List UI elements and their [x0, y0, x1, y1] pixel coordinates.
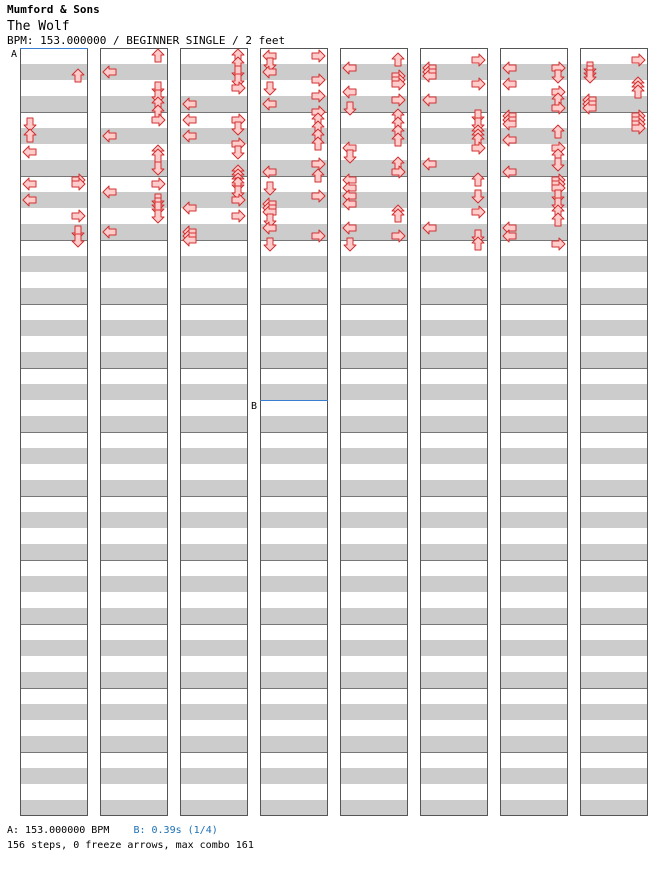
- beat-stripe: [420, 416, 488, 432]
- beat-stripe: [100, 640, 168, 656]
- song-title: The Wolf: [7, 19, 70, 34]
- beat-stripe: [420, 480, 488, 496]
- chart-info: BPM: 153.000000 / BEGINNER SINGLE / 2 feet: [7, 34, 286, 47]
- beat-stripe: [340, 640, 408, 656]
- beat-stripe: [580, 224, 648, 240]
- beat-stripe: [180, 352, 248, 368]
- beat-stripe: [420, 608, 488, 624]
- beat-stripe: [180, 768, 248, 784]
- right-arrow-icon: [72, 210, 85, 222]
- beat-stripe: [260, 480, 328, 496]
- right-arrow-icon: [152, 114, 165, 126]
- beat-stripe: [180, 320, 248, 336]
- chart-stats: 156 steps, 0 freeze arrows, max combo 161: [7, 840, 254, 851]
- beat-stripe: [580, 672, 648, 688]
- beat-stripe: [20, 448, 88, 464]
- beat-stripe: [340, 352, 408, 368]
- beat-stripe: [420, 768, 488, 784]
- beat-stripe: [20, 160, 88, 176]
- beat-stripe: [260, 704, 328, 720]
- beat-stripe: [20, 736, 88, 752]
- beat-stripe: [20, 640, 88, 656]
- beat-stripe: [20, 768, 88, 784]
- beat-stripe: [580, 480, 648, 496]
- beat-stripe: [340, 704, 408, 720]
- beat-stripe: [20, 512, 88, 528]
- beat-stripe: [340, 288, 408, 304]
- beat-stripe: [20, 672, 88, 688]
- beat-stripe: [340, 512, 408, 528]
- beat-stripe: [180, 704, 248, 720]
- beat-stripe: [580, 192, 648, 208]
- beat-stripe: [580, 576, 648, 592]
- beat-stripe: [340, 480, 408, 496]
- beat-stripe: [420, 544, 488, 560]
- beat-stripe: [420, 384, 488, 400]
- beat-stripe: [20, 352, 88, 368]
- beat-stripe: [20, 800, 88, 816]
- chart-column: [580, 49, 648, 817]
- beat-stripe: [180, 672, 248, 688]
- beat-stripe: [20, 608, 88, 624]
- beat-stripe: [100, 512, 168, 528]
- beat-stripe: [580, 608, 648, 624]
- beat-stripe: [260, 384, 328, 400]
- beat-stripe: [180, 416, 248, 432]
- beat-stripe: [580, 416, 648, 432]
- beat-stripe: [100, 768, 168, 784]
- beat-stripe: [340, 256, 408, 272]
- beat-stripe: [100, 384, 168, 400]
- beat-stripe: [340, 608, 408, 624]
- down-arrow-icon: [264, 82, 276, 95]
- beat-stripe: [340, 416, 408, 432]
- beat-stripe: [260, 608, 328, 624]
- chart-column: [100, 49, 168, 817]
- beat-stripe: [580, 640, 648, 656]
- beat-stripe: [340, 320, 408, 336]
- beat-stripe: [340, 448, 408, 464]
- beat-stripe: [100, 416, 168, 432]
- beat-stripe: [500, 416, 568, 432]
- beat-stripe: [500, 576, 568, 592]
- chart-column: [420, 49, 488, 817]
- beat-stripe: [260, 416, 328, 432]
- chart-column: [180, 49, 248, 817]
- beat-stripe: [420, 736, 488, 752]
- beat-stripe: [260, 512, 328, 528]
- beat-stripe: [500, 256, 568, 272]
- beat-stripe: [260, 256, 328, 272]
- left-arrow-icon: [23, 146, 36, 158]
- beat-stripe: [20, 416, 88, 432]
- marker-label: A: [11, 49, 18, 60]
- left-arrow-icon: [23, 178, 36, 190]
- beat-stripe: [500, 640, 568, 656]
- right-arrow-icon: [312, 50, 325, 62]
- beat-stripe: [500, 480, 568, 496]
- up-arrow-icon: [152, 49, 164, 62]
- beat-stripe: [260, 576, 328, 592]
- beat-stripe: [100, 480, 168, 496]
- right-arrow-icon: [232, 210, 245, 222]
- beat-stripe: [20, 384, 88, 400]
- beat-stripe: [580, 384, 648, 400]
- beat-stripe: [420, 256, 488, 272]
- beat-stripe: [580, 288, 648, 304]
- legend: [7, 825, 218, 837]
- beat-stripe: [580, 704, 648, 720]
- beat-stripe: [500, 672, 568, 688]
- beat-stripe: [180, 640, 248, 656]
- marker-label: B: [251, 401, 258, 412]
- beat-stripe: [580, 160, 648, 176]
- beat-stripe: [260, 352, 328, 368]
- beat-stripe: [340, 672, 408, 688]
- beat-stripe: [100, 288, 168, 304]
- beat-stripe: [20, 256, 88, 272]
- beat-stripe: [100, 448, 168, 464]
- beat-stripe: [20, 704, 88, 720]
- beat-stripe: [20, 96, 88, 112]
- beat-stripe: [340, 736, 408, 752]
- beat-stripe: [420, 320, 488, 336]
- chart-column: [340, 49, 408, 817]
- artist-name: Mumford & Sons: [7, 3, 100, 16]
- beat-stripe: [180, 384, 248, 400]
- beat-stripe: [500, 448, 568, 464]
- beat-stripe: [180, 480, 248, 496]
- chart-column: [500, 49, 568, 817]
- beat-stripe: [580, 352, 648, 368]
- beat-stripe: [260, 800, 328, 816]
- beat-stripe: [260, 448, 328, 464]
- beat-stripe: [500, 544, 568, 560]
- beat-stripe: [420, 512, 488, 528]
- beat-stripe: [260, 320, 328, 336]
- stop-legend: B: 0.39s (1/4): [133, 825, 218, 836]
- beat-stripe: [100, 352, 168, 368]
- beat-stripe: [260, 736, 328, 752]
- beat-stripe: [500, 352, 568, 368]
- beat-stripe: [420, 672, 488, 688]
- beat-stripe: [100, 672, 168, 688]
- beat-stripe: [500, 704, 568, 720]
- beat-stripe: [500, 768, 568, 784]
- bpm-legend: A: 153.000000 BPM: [7, 825, 110, 836]
- beat-stripe: [100, 544, 168, 560]
- beat-stripe: [500, 320, 568, 336]
- beat-stripe: [100, 320, 168, 336]
- beat-stripe: [420, 448, 488, 464]
- beat-stripe: [180, 544, 248, 560]
- beat-stripe: [100, 736, 168, 752]
- beat-stripe: [180, 288, 248, 304]
- beat-stripe: [580, 544, 648, 560]
- beat-stripe: [20, 576, 88, 592]
- left-arrow-icon: [183, 114, 196, 126]
- beat-stripe: [580, 768, 648, 784]
- beat-stripe: [420, 288, 488, 304]
- beat-stripe: [420, 800, 488, 816]
- beat-stripe: [180, 800, 248, 816]
- beat-stripe: [340, 800, 408, 816]
- right-arrow-icon: [232, 82, 245, 94]
- chart-column: [20, 49, 88, 817]
- beat-stripe: [580, 448, 648, 464]
- beat-stripe: [180, 448, 248, 464]
- beat-stripe: [260, 672, 328, 688]
- down-arrow-icon: [152, 210, 164, 223]
- beat-stripe: [340, 544, 408, 560]
- beat-stripe: [180, 256, 248, 272]
- beat-stripe: [20, 288, 88, 304]
- down-arrow-icon: [232, 146, 244, 159]
- beat-stripe: [500, 608, 568, 624]
- beat-stripe: [340, 576, 408, 592]
- beat-stripe: [100, 576, 168, 592]
- beat-stripe: [100, 800, 168, 816]
- beat-stripe: [420, 640, 488, 656]
- beat-stripe: [500, 800, 568, 816]
- beat-stripe: [100, 608, 168, 624]
- beat-stripe: [500, 384, 568, 400]
- beat-stripe: [580, 800, 648, 816]
- beat-stripe: [180, 512, 248, 528]
- beat-stripe: [20, 480, 88, 496]
- beat-stripe: [420, 352, 488, 368]
- beat-stripe: [260, 288, 328, 304]
- beat-stripe: [180, 608, 248, 624]
- beat-stripe: [20, 320, 88, 336]
- beat-stripe: [500, 512, 568, 528]
- beat-stripe: [340, 768, 408, 784]
- chart-column: [260, 49, 328, 817]
- beat-stripe: [180, 736, 248, 752]
- beat-stripe: [420, 704, 488, 720]
- beat-stripe: [180, 576, 248, 592]
- beat-stripe: [260, 640, 328, 656]
- beat-stripe: [580, 256, 648, 272]
- beat-stripe: [500, 288, 568, 304]
- beat-stripe: [340, 384, 408, 400]
- beat-stripe: [20, 544, 88, 560]
- beat-stripe: [580, 320, 648, 336]
- beat-stripe: [580, 736, 648, 752]
- right-arrow-icon: [152, 178, 165, 190]
- beat-stripe: [500, 736, 568, 752]
- beat-stripe: [580, 512, 648, 528]
- beat-stripe: [260, 544, 328, 560]
- beat-stripe: [420, 576, 488, 592]
- beat-stripe: [100, 256, 168, 272]
- beat-stripe: [100, 704, 168, 720]
- beat-stripe: [260, 768, 328, 784]
